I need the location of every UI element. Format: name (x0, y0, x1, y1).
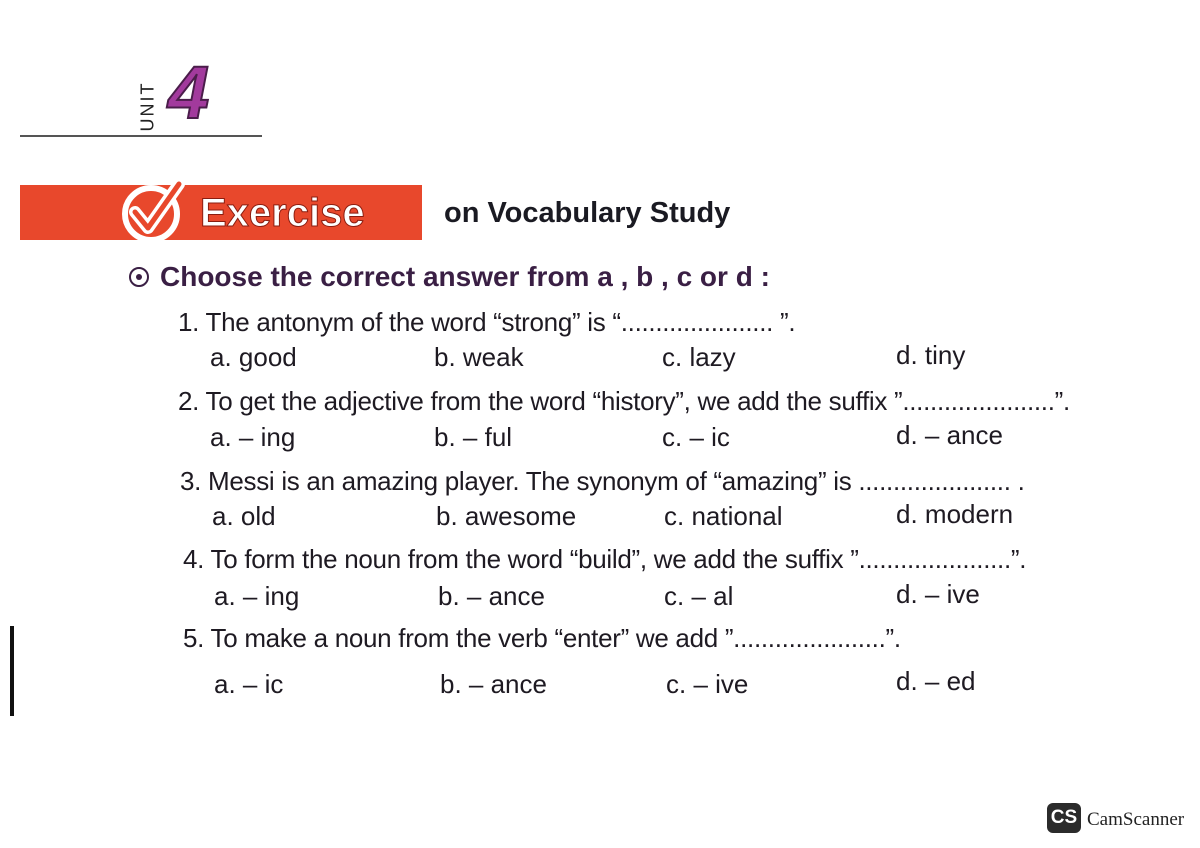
option-2a: a. – ing (210, 422, 296, 452)
option-4a: a. – ing (214, 581, 300, 611)
unit-label: UNIT (137, 81, 158, 132)
instruction-heading: Choose the correct answer from a , b , c or d : (160, 261, 770, 292)
camscanner-label: CamScanner (1087, 809, 1185, 830)
exercise-title: Exercise (200, 191, 365, 235)
option-3d: d. modern (896, 499, 1014, 529)
option-5b: b. – ance (440, 669, 547, 699)
question-4: 4. To form the noun from the word “build”, we add the suffix ”......................”. (183, 544, 1027, 574)
option-4d: d. – ive (896, 579, 980, 609)
option-1b: b. weak (434, 342, 524, 372)
option-4c: c. – al (664, 581, 734, 611)
unit-number: 4 (168, 51, 210, 134)
checkmark-icon (117, 176, 189, 246)
option-3a: a. old (212, 501, 276, 531)
option-5d: d. – ed (896, 666, 976, 696)
option-5a: a. – ic (214, 669, 284, 699)
question-5: 5. To make a noun from the verb “enter” we add ”......................”. (183, 623, 901, 653)
option-1a: a. good (210, 342, 297, 372)
question-3: 3. Messi is an amazing player. The synonym of “amazing” is ...................... . (180, 466, 1025, 496)
option-1c: c. lazy (662, 342, 736, 372)
exercise-subtitle: on Vocabulary Study (444, 197, 731, 229)
option-3b: b. awesome (436, 501, 577, 531)
option-3c: c. national (664, 501, 783, 531)
option-2b: b. – ful (434, 422, 513, 452)
option-5c: c. – ive (666, 669, 749, 699)
camscanner-logo: CS (1047, 803, 1081, 833)
header-divider (20, 135, 262, 137)
question-1: 1. The antonym of the word “strong” is “...................... ”. (178, 307, 796, 337)
question-2: 2. To get the adjective from the word “history”, we add the suffix ”......................”. (178, 386, 1070, 416)
option-2c: c. – ic (662, 422, 730, 452)
option-4b: b. – ance (438, 581, 545, 611)
scan-edge-mark (10, 626, 14, 716)
option-1d: d. tiny (896, 340, 966, 370)
target-bullet-icon (128, 266, 150, 288)
option-2d: d. – ance (896, 420, 1003, 450)
